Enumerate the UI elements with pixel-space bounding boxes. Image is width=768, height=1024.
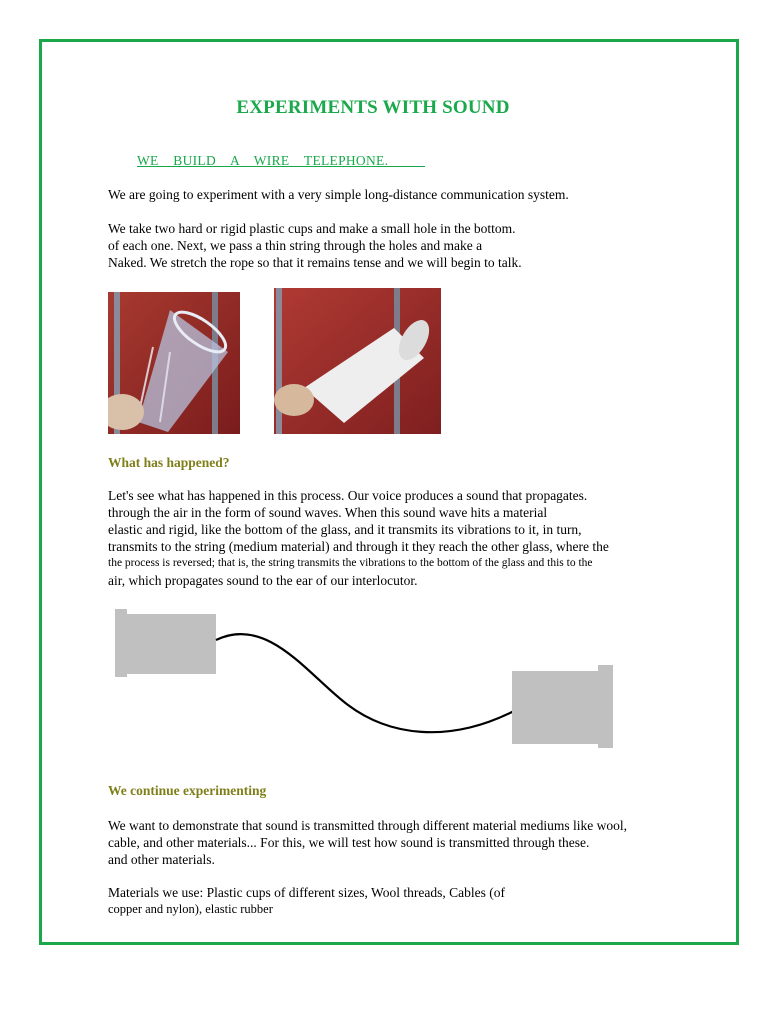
intro-paragraph: We are going to experiment with a very simple long-distance communication system. [108, 187, 569, 202]
explanation-line: air, which propagates sound to the ear of our interlocutor. [108, 573, 418, 588]
explanation-line: through the air in the form of sound waves. When this sound wave hits a material [108, 505, 548, 520]
explanation-line: elastic and rigid, like the bottom of the glass, and it transmits its vibrations to it, in turn, [108, 522, 582, 537]
materials-line: Materials we use: Plastic cups of different sizes, Wool threads, Cables (of [108, 885, 505, 900]
materials-line: copper and nylon), elastic rubber [108, 902, 273, 916]
explanation-line: the process is reversed; that is, the string transmits the vibrations to the bottom of the glass and this to the [108, 557, 593, 569]
continue-line: and other materials. [108, 852, 215, 867]
explanation-line: transmits to the string (medium material) and through it they reach the other glass, where the [108, 539, 609, 554]
setup-paragraph [108, 220, 522, 271]
setup-line: of each one. Next, we pass a thin string through the holes and make a [108, 238, 483, 253]
section-heading-continue: We continue experimenting [108, 783, 267, 798]
white-cup-photo [274, 288, 441, 434]
explanation-line: Let's see what has happened in this process. Our voice produces a sound that propagates. [108, 488, 588, 503]
continue-line: cable, and other materials... For this, we will test how sound is transmitted through these. [108, 835, 590, 850]
continue-line: We want to demonstrate that sound is transmitted through different material mediums like wool, [108, 818, 628, 833]
section-heading-what-happened: What has happened? [108, 455, 230, 470]
wire-telephone-diagram [108, 605, 620, 755]
left-cup [118, 614, 216, 674]
setup-line: Naked. We stretch the rope so that it remains tense and we will begin to talk. [108, 255, 522, 270]
setup-line: We take two hard or rigid plastic cups and make a small hole in the bottom. [108, 221, 516, 236]
clear-cup-photo [108, 292, 240, 434]
right-cup [512, 671, 602, 744]
string [216, 634, 516, 732]
right-cup-rim [598, 665, 613, 748]
continue-paragraph [108, 817, 627, 868]
explanation-paragraph [108, 487, 609, 589]
materials-paragraph [108, 884, 505, 918]
subtitle: WE BUILD A WIRE TELEPHONE. [137, 153, 426, 168]
page-title: EXPERIMENTS WITH SOUND [236, 97, 510, 118]
